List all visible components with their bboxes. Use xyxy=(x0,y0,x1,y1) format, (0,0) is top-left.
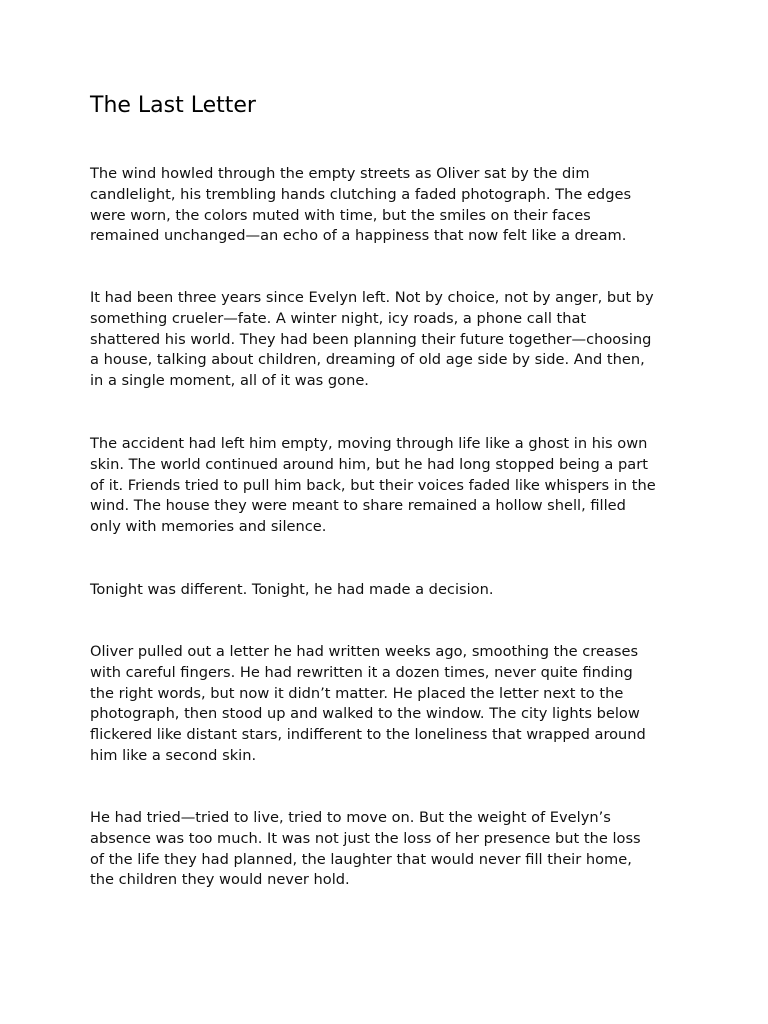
paragraph-line: He had tried—tried to live, tried to move on. But the weight of Evelyn’s xyxy=(90,809,611,826)
paragraph-2 xyxy=(90,288,690,392)
paragraph-3 xyxy=(90,434,690,538)
paragraph-line: with careful fingers. He had rewritten it a dozen times, never quite finding xyxy=(90,663,633,681)
paragraph-1 xyxy=(90,164,690,247)
paragraph-line: him like a second skin. xyxy=(90,746,257,764)
paragraph-line: wind. The house they were meant to share remained a hollow shell, filled xyxy=(90,497,626,515)
paragraph-line: shattered his world. They had been planning their future together—choosing xyxy=(90,330,652,348)
paragraph-line: the children they would never hold. xyxy=(90,871,350,889)
paragraph-line: candlelight, his trembling hands clutching a faded photograph. The edges xyxy=(90,185,632,203)
paragraph-line: photograph, then stood up and walked to the window. The city lights below xyxy=(90,705,640,723)
paragraph-line: The accident had left him empty, moving through life like a ghost in his own xyxy=(90,435,648,452)
paragraph-line: something crueler—fate. A winter night, icy roads, a phone call that xyxy=(90,309,587,327)
paragraph-line: absence was too much. It was not just the loss of her presence but the loss xyxy=(90,829,641,847)
paragraph-line: remained unchanged—an echo of a happiness that now felt like a dream. xyxy=(90,227,627,245)
paragraph-line: the right words, but now it didn’t matter. He placed the letter next to the xyxy=(90,684,624,702)
paragraph-line: were worn, the colors muted with time, but the smiles on their faces xyxy=(90,206,591,224)
paragraph-line: It had been three years since Evelyn left. Not by choice, not by anger, but by xyxy=(90,289,654,306)
paragraph-5 xyxy=(90,642,690,767)
paragraph-line: in a single moment, all of it was gone. xyxy=(90,372,369,390)
paragraph-line: flickered like distant stars, indifferent to the loneliness that wrapped around xyxy=(90,726,646,744)
paragraph-line: a house, talking about children, dreaming of old age side by side. And then, xyxy=(90,351,645,369)
paragraph-4 xyxy=(90,580,690,601)
paragraph-line: Oliver pulled out a letter he had written weeks ago, smoothing the creases xyxy=(90,643,639,660)
paragraph-line: skin. The world continued around him, but he had long stopped being a part xyxy=(90,455,648,473)
paragraph-line: The wind howled through the empty streets as Oliver sat by the dim xyxy=(90,165,590,182)
paragraph-line: only with memories and silence. xyxy=(90,518,327,536)
paragraph-line: of the life they had planned, the laughter that would never fill their home, xyxy=(90,850,632,868)
paragraph-6 xyxy=(90,808,690,891)
paragraph-line: Tonight was different. Tonight, he had made a decision. xyxy=(90,581,494,598)
paragraph-line: of it. Friends tried to pull him back, but their voices faded like whispers in the xyxy=(90,476,656,494)
document-title: The Last Letter xyxy=(90,93,256,118)
